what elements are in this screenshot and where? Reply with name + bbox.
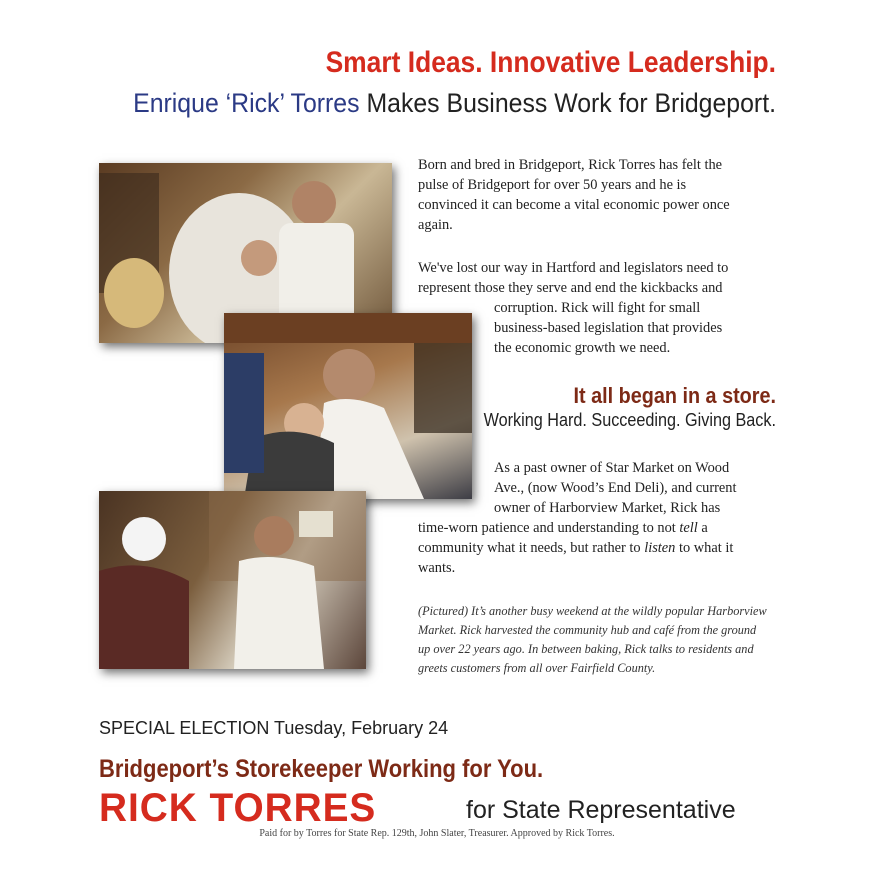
text-line: represent those they serve and end the kickbacks and [418, 280, 723, 296]
text-line: business-based legislation that provides [494, 320, 723, 336]
office-title: for State Representative [466, 796, 736, 824]
text-line: owner of Harborview Market, Rick has [494, 500, 721, 516]
headline: Smart Ideas. Innovative Leadership. [325, 46, 776, 79]
emphasis-tell: tell [679, 520, 698, 536]
text-line: convinced it can become a vital economic power once [418, 197, 730, 213]
paragraph-intro [418, 155, 778, 235]
subheadline-rest: Makes Business Work for Bridgeport. [359, 88, 776, 118]
text-line: pulse of Bridgeport for over 50 years and he is [418, 177, 687, 193]
photo-talking-customer [99, 491, 366, 669]
section-subtitle: Working Hard. Succeeding. Giving Back. [483, 410, 776, 430]
paid-for-disclaimer: Paid for by Torres for State Rep. 129th, John Slater, Treasurer. Approved by Rick Torres. [259, 828, 615, 839]
photo-caption [418, 602, 780, 678]
photo-talking-customer-illustration [99, 491, 366, 669]
text-span: a [697, 520, 708, 536]
tagline: Bridgeport’s Storekeeper Working for You. [99, 755, 544, 783]
section-title: It all began in a store. [573, 383, 776, 408]
text-line: We've lost our way in Hartford and legislators need to [418, 260, 729, 276]
caption-line: Market. Rick harvested the community hub and café from the ground [418, 623, 757, 637]
text-line: Ave., (now Wood’s End Deli), and current [494, 480, 737, 496]
caption-line: greets customers from all over Fairfield County. [418, 661, 656, 675]
paragraph-hartford [418, 258, 778, 358]
text-line [418, 538, 780, 558]
text-line [418, 518, 780, 538]
text-span: community what it needs, but rather to [418, 540, 645, 556]
text-line: corruption. Rick will fight for small [494, 300, 701, 316]
caption-line: (Pictured) It’s another busy weekend at the wildly popular Harborview [418, 604, 767, 618]
text-span: to what it [675, 540, 734, 556]
text-span: time-worn patience and understanding to not [418, 520, 680, 536]
text-line: the economic growth we need. [494, 340, 671, 356]
text-line: Born and bred in Bridgeport, Rick Torres has felt the [418, 157, 723, 173]
candidate-full-name: Enrique ‘Rick’ Torres [133, 88, 360, 118]
paragraph-store-history [418, 458, 780, 578]
special-election-date: SPECIAL ELECTION Tuesday, February 24 [99, 718, 449, 738]
text-line: As a past owner of Star Market on Wood [494, 460, 730, 476]
emphasis-listen: listen [644, 540, 676, 556]
text-line: wants. [418, 560, 456, 576]
candidate-name: RICK TORRES [99, 786, 377, 830]
subheadline [117, 88, 776, 119]
text-line: again. [418, 217, 453, 233]
caption-line: up over 22 years ago. In between baking, Rick talks to residents and [418, 642, 754, 656]
